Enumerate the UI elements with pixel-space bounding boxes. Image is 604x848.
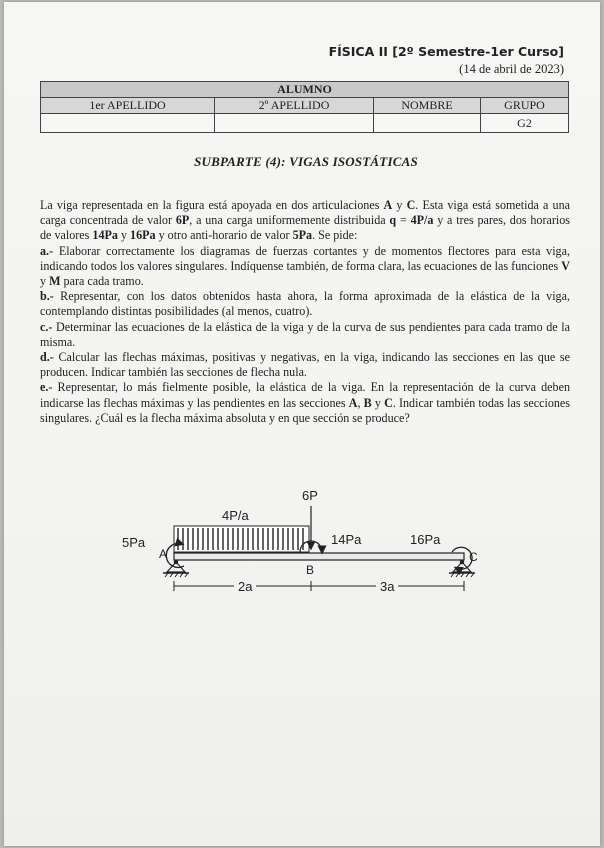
- dimension-line: [174, 581, 464, 591]
- student-table-band: ALUMNO: [41, 82, 569, 98]
- label-4Pa: 4P/a: [222, 508, 249, 523]
- col-second-surname: 2º APELLIDO: [215, 98, 374, 114]
- field-first-surname[interactable]: [41, 114, 215, 133]
- field-second-surname[interactable]: [215, 114, 374, 133]
- field-name[interactable]: [374, 114, 481, 133]
- item-d: d.- Calcular las flechas máximas, positivas y negativas, en la viga, indicando las secciones en las que se producen. Indicar también las secciones de flecha nula.: [40, 350, 570, 380]
- beam-figure: [114, 480, 494, 610]
- student-table: [40, 81, 569, 133]
- label-C: C: [469, 550, 478, 564]
- label-16Pa: 16Pa: [410, 532, 441, 547]
- distributed-load: [174, 526, 309, 552]
- label-A: A: [159, 547, 168, 561]
- label-B: B: [306, 563, 315, 577]
- course-title: FÍSICA II [2º Semestre-1er Curso]: [328, 44, 564, 59]
- exam-date: (14 de abril de 2023): [459, 62, 564, 76]
- section-subtitle: SUBPARTE (4): VIGAS ISOSTÁTICAS: [194, 154, 418, 169]
- beam: [174, 553, 464, 560]
- col-name: NOMBRE: [374, 98, 481, 114]
- exam-sheet: [4, 2, 600, 846]
- label-14Pa: 14Pa: [331, 532, 362, 547]
- item-e: e.- Representar, lo más fielmente posible, la elástica de la viga. En la representación de la curva deben indicarse las flechas máximas y las pendientes en las secciones A, B y C. Indicar también todas las secciones singulares. ¿Cuál es la flecha máxima absoluta y en que sección se produce?: [40, 380, 571, 425]
- col-first-surname: 1er APELLIDO: [41, 98, 215, 114]
- col-group: GRUPO: [481, 98, 569, 114]
- label-span-3a: 3a: [380, 579, 395, 594]
- label-6P: 6P: [302, 488, 318, 503]
- problem-statement: [40, 198, 570, 426]
- problem-intro: La viga representada en la figura está apoyada en dos articulaciones A y C. Esta viga está sometida a una carga concentrada de valor 6P, a una carga uniformemente distribuida q = 4P/a y a tres pares, dos horarios de valores 14Pa y 16Pa y otro anti-horario de valor 5Pa. Se pide:: [40, 198, 571, 243]
- field-group[interactable]: G2: [481, 114, 569, 133]
- item-a: a.- Elaborar correctamente los diagramas de fuerzas cortantes y de momentos flectores para esta viga, indicando todos los valores singulares. Indíquense también, de forma clara, las ecuaciones de las funciones V y M para cada tramo.: [40, 243, 570, 289]
- label-5Pa: 5Pa: [122, 535, 146, 550]
- item-b: b.- Representar, con los datos obtenidos hasta ahora, la forma aproximada de la elástica de la viga, contemplando distintas posibilidades (al menos, cuatro).: [40, 289, 570, 319]
- label-span-2a: 2a: [238, 579, 253, 594]
- item-c: c.- Determinar las ecuaciones de la elástica de la viga y de la curva de sus pendientes para cada tramo de la misma.: [40, 319, 570, 349]
- pin-support-A: [163, 560, 189, 577]
